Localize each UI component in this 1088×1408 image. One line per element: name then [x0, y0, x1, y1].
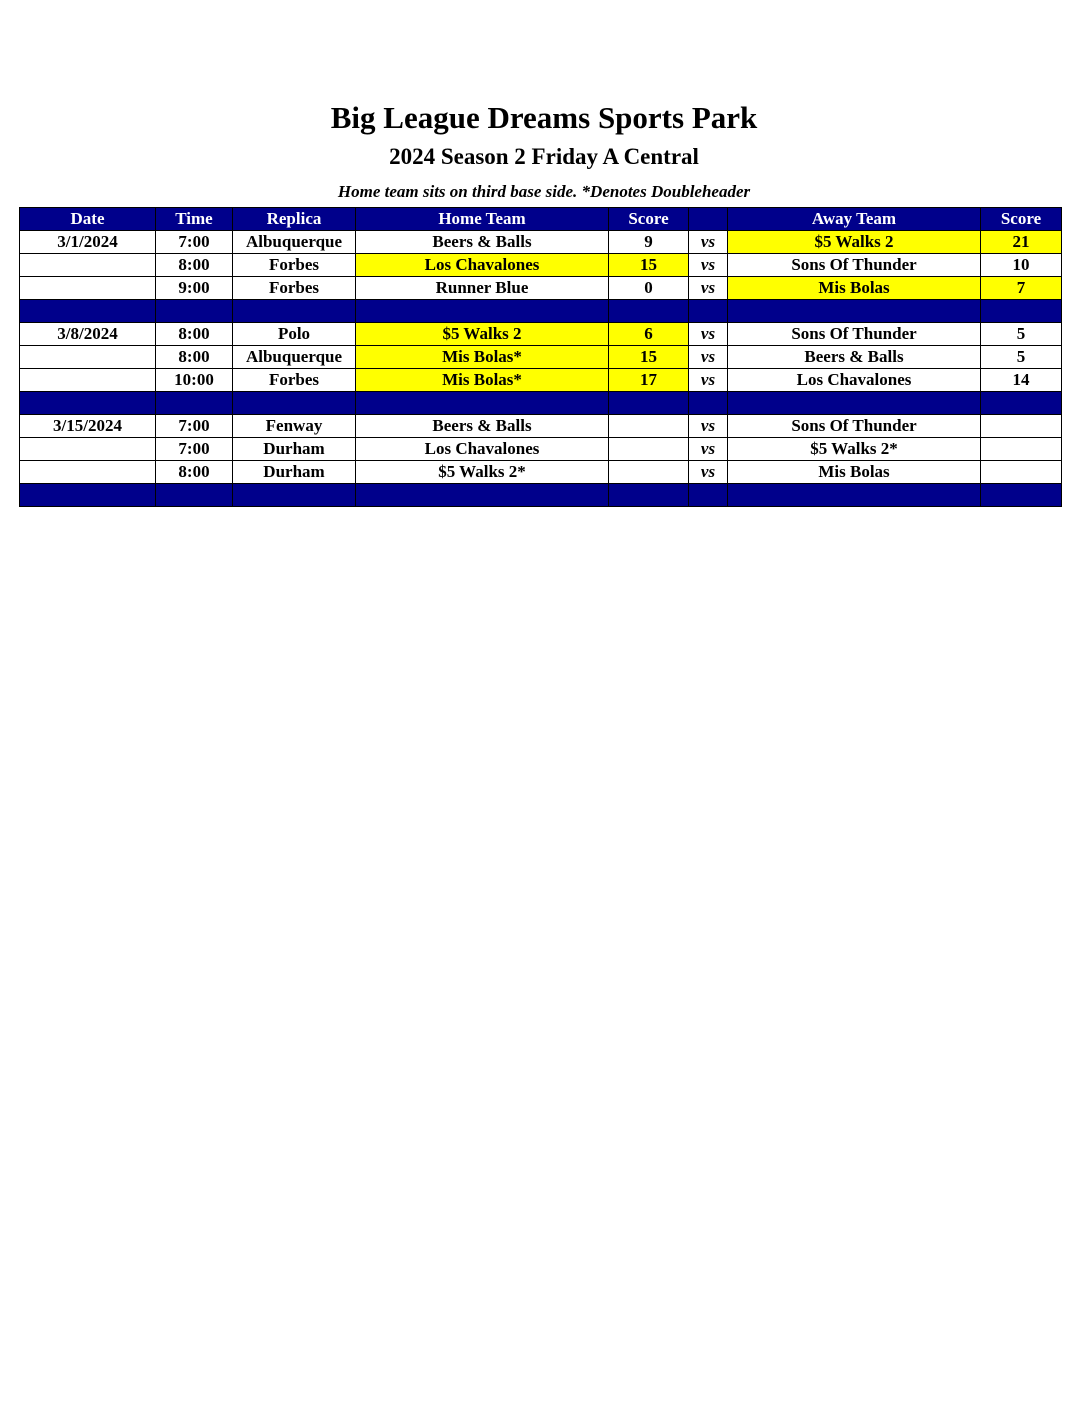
separator-cell: [156, 484, 233, 507]
home-team-cell: $5 Walks 2*: [356, 461, 609, 484]
separator-cell: [981, 392, 1062, 415]
page-subtitle: 2024 Season 2 Friday A Central: [389, 144, 699, 169]
game-row: [20, 415, 1062, 438]
date-cell: [20, 346, 156, 369]
game-row: [20, 323, 1062, 346]
home-score-cell: [609, 438, 689, 461]
col-header-date: Date: [20, 208, 156, 231]
replica-cell: Forbes: [233, 254, 356, 277]
home-score-cell: 15: [609, 346, 689, 369]
time-cell: 10:00: [156, 369, 233, 392]
home-score-cell: 0: [609, 277, 689, 300]
home-score-cell: [609, 461, 689, 484]
week-separator-row: [20, 300, 1062, 323]
replica-cell: Albuquerque: [233, 231, 356, 254]
date-cell: [20, 277, 156, 300]
col-header-home-team: Home Team: [356, 208, 609, 231]
date-cell: [20, 254, 156, 277]
home-score-cell: [609, 415, 689, 438]
header-row: [20, 208, 1062, 231]
time-cell: 7:00: [156, 415, 233, 438]
time-cell: 8:00: [156, 254, 233, 277]
away-team-cell: Mis Bolas: [728, 461, 981, 484]
home-team-cell: Beers & Balls: [356, 231, 609, 254]
separator-cell: [156, 392, 233, 415]
home-team-cell: Los Chavalones: [356, 438, 609, 461]
home-team-cell: Mis Bolas*: [356, 346, 609, 369]
separator-cell: [20, 392, 156, 415]
separator-cell: [689, 300, 728, 323]
col-header-time: Time: [156, 208, 233, 231]
page-title: Big League Dreams Sports Park: [330, 100, 758, 135]
away-team-cell: Sons Of Thunder: [728, 415, 981, 438]
separator-cell: [981, 300, 1062, 323]
date-cell: 3/8/2024: [20, 323, 156, 346]
separator-cell: [728, 392, 981, 415]
separator-cell: [689, 484, 728, 507]
week-separator-row: [20, 392, 1062, 415]
replica-cell: Durham: [233, 461, 356, 484]
separator-cell: [728, 484, 981, 507]
away-team-cell: Beers & Balls: [728, 346, 981, 369]
col-header-replica: Replica: [233, 208, 356, 231]
game-row: [20, 438, 1062, 461]
separator-cell: [609, 300, 689, 323]
separator-cell: [356, 300, 609, 323]
date-cell: [20, 438, 156, 461]
vs-cell: vs: [689, 254, 728, 277]
replica-cell: Fenway: [233, 415, 356, 438]
date-cell: [20, 369, 156, 392]
away-team-cell: $5 Walks 2*: [728, 438, 981, 461]
home-score-cell: 9: [609, 231, 689, 254]
schedule-note: Home team sits on third base side. *Denotes Doubleheader: [337, 182, 751, 201]
separator-cell: [233, 300, 356, 323]
week-separator-row: [20, 484, 1062, 507]
replica-cell: Forbes: [233, 277, 356, 300]
vs-cell: vs: [689, 323, 728, 346]
time-cell: 7:00: [156, 438, 233, 461]
away-score-cell: 10: [981, 254, 1062, 277]
col-header-home-score: Score: [609, 208, 689, 231]
away-score-cell: [981, 461, 1062, 484]
separator-cell: [233, 392, 356, 415]
separator-cell: [233, 484, 356, 507]
separator-cell: [689, 392, 728, 415]
vs-cell: vs: [689, 346, 728, 369]
away-score-cell: 5: [981, 346, 1062, 369]
home-team-cell: Runner Blue: [356, 277, 609, 300]
vs-cell: vs: [689, 369, 728, 392]
away-team-cell: Sons Of Thunder: [728, 323, 981, 346]
replica-cell: Durham: [233, 438, 356, 461]
separator-cell: [728, 300, 981, 323]
separator-cell: [356, 392, 609, 415]
away-score-cell: [981, 415, 1062, 438]
home-team-cell: Beers & Balls: [356, 415, 609, 438]
away-team-cell: Mis Bolas: [728, 277, 981, 300]
separator-cell: [981, 484, 1062, 507]
vs-cell: vs: [689, 415, 728, 438]
game-row: [20, 346, 1062, 369]
time-cell: 8:00: [156, 461, 233, 484]
away-score-cell: 14: [981, 369, 1062, 392]
home-score-cell: 6: [609, 323, 689, 346]
game-row: [20, 277, 1062, 300]
vs-cell: vs: [689, 277, 728, 300]
time-cell: 9:00: [156, 277, 233, 300]
date-cell: 3/15/2024: [20, 415, 156, 438]
away-score-cell: 21: [981, 231, 1062, 254]
away-score-cell: 7: [981, 277, 1062, 300]
home-team-cell: $5 Walks 2: [356, 323, 609, 346]
separator-cell: [356, 484, 609, 507]
vs-cell: vs: [689, 438, 728, 461]
away-team-cell: Sons Of Thunder: [728, 254, 981, 277]
col-header-away-score: Score: [981, 208, 1062, 231]
col-header-vs: [689, 208, 728, 231]
separator-cell: [20, 484, 156, 507]
date-cell: [20, 461, 156, 484]
home-team-cell: Mis Bolas*: [356, 369, 609, 392]
replica-cell: Albuquerque: [233, 346, 356, 369]
separator-cell: [156, 300, 233, 323]
replica-cell: Polo: [233, 323, 356, 346]
replica-cell: Forbes: [233, 369, 356, 392]
home-score-cell: 15: [609, 254, 689, 277]
game-row: [20, 254, 1062, 277]
separator-cell: [609, 392, 689, 415]
separator-cell: [20, 300, 156, 323]
game-row: [20, 369, 1062, 392]
time-cell: 7:00: [156, 231, 233, 254]
vs-cell: vs: [689, 461, 728, 484]
away-score-cell: [981, 438, 1062, 461]
game-row: [20, 231, 1062, 254]
time-cell: 8:00: [156, 346, 233, 369]
away-team-cell: $5 Walks 2: [728, 231, 981, 254]
schedule-table: [19, 207, 1062, 507]
away-team-cell: Los Chavalones: [728, 369, 981, 392]
date-cell: 3/1/2024: [20, 231, 156, 254]
home-team-cell: Los Chavalones: [356, 254, 609, 277]
time-cell: 8:00: [156, 323, 233, 346]
home-score-cell: 17: [609, 369, 689, 392]
vs-cell: vs: [689, 231, 728, 254]
game-row: [20, 461, 1062, 484]
col-header-away-team: Away Team: [728, 208, 981, 231]
separator-cell: [609, 484, 689, 507]
schedule-body: [20, 231, 1062, 507]
away-score-cell: 5: [981, 323, 1062, 346]
